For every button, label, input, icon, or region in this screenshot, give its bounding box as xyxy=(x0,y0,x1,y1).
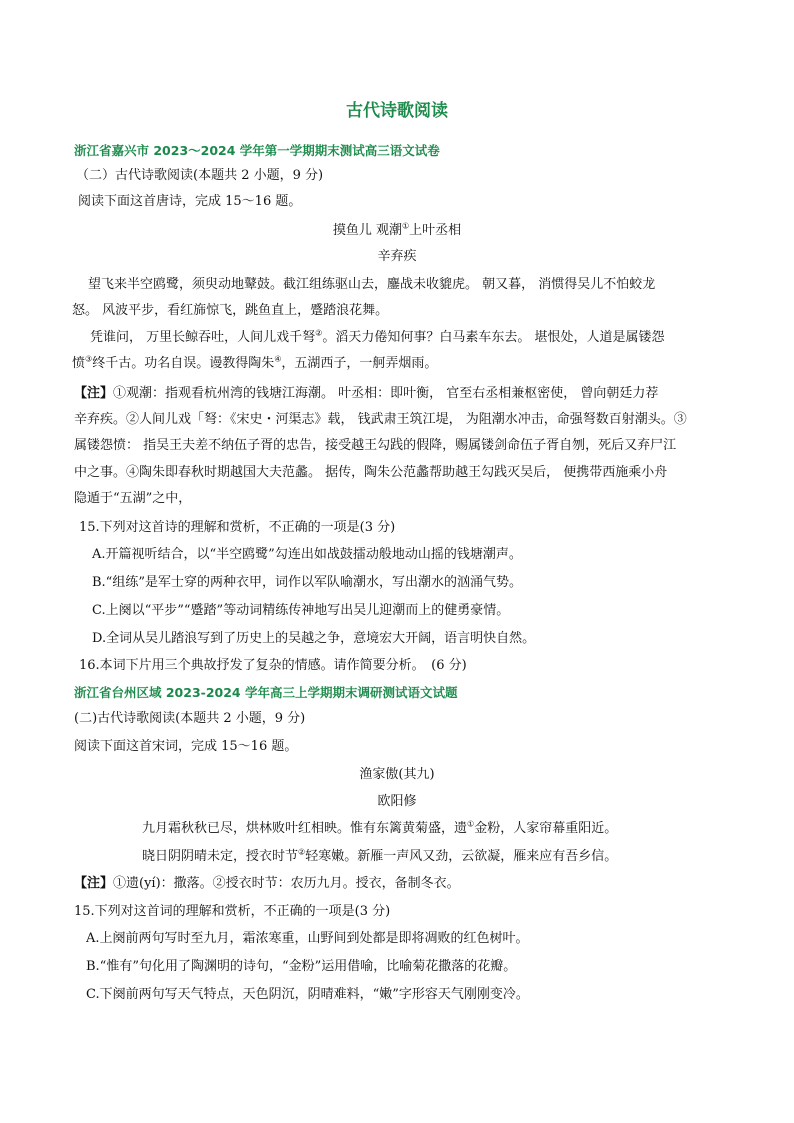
poem1-title: 摸鱼儿 观潮①上叶丞相 xyxy=(332,221,462,238)
s1-question-16: 16.本词下片用三个典故抒发了复杂的情感。请作简要分析。 (6 分) xyxy=(79,658,467,673)
section1-instruction: 阅读下面这首唐诗，完成 15～16 题。 xyxy=(78,194,302,209)
s1-q15-option-b: B.“组练”是军士穿的两种衣甲，词作以军队喻潮水，写出潮水的汹涌气势。 xyxy=(92,575,522,590)
s2-question-15: 15.下列对这首词的理解和赏析，不正确的一项是(3 分) xyxy=(74,904,391,919)
poem1-p2-line1: 凭谁问， 万里长鲸吞吐，人间儿戏千弩②。滔天力倦知何事？白马素车东去。 堪恨处，人道是属镂怨 xyxy=(90,328,665,345)
poem2-line2: 晓日阴阴晴未定，授衣时节②轻寒嫩。新雁一声风又劲，云欲凝，雁来应有吾乡信。 xyxy=(142,847,618,864)
poem2-author: 欧阳修 xyxy=(377,794,417,809)
s1-q15-option-a: A.开篇视听结合，以“半空鸥鹭”勾连出如战鼓擂动般地动山摇的钱塘潮声。 xyxy=(92,547,522,562)
poem1-note-line1: 【注】①观潮：指观看杭州湾的钱塘江海潮。 叶丞相：即叶衡， 官至右丞相兼枢密使， 曾向朝廷力荐 xyxy=(74,386,659,401)
poem1-note-line4: 中之事。④陶朱即春秋时期越国大夫范蠡。 据传，陶朱公范蠡帮助越王勾践灭吴后， 便携带西施乘小舟 xyxy=(74,465,668,480)
page-title: 古代诗歌阅读 xyxy=(346,101,448,121)
poem1-note-line2: 辛弃疾。②人间儿戏「弩：《宋史・河渠志》载， 钱武肃王筑江堤， 为阻潮水冲击，命强弩数百射潮头。③ xyxy=(74,412,687,427)
s1-question-15: 15.下列对这首诗的理解和赏析，不正确的一项是(3 分) xyxy=(79,520,396,535)
s2-q15-option-b: B.“惟有”句化用了陶渊明的诗句，“金粉”运用借喻，比喻菊花撒落的花瓣。 xyxy=(86,959,517,974)
poem1-note-line5: 隐遁于“五湖”之中， xyxy=(74,491,192,506)
poem1-author: 辛弃疾 xyxy=(377,249,417,264)
poem2-line1: 九月霜秋秋已尽，烘林败叶红相映。惟有东篱黄菊盛，遗①金粉，人家帘幕重阳近。 xyxy=(142,819,618,836)
s1-q15-option-c: C.上阕以“平步”“蹙踏”等动词精练传神地写出吴儿迎潮而上的健勇豪情。 xyxy=(92,603,510,618)
section1-source: 浙江省嘉兴市 2023～2024 学年第一学期期末测试高三语文试卷 xyxy=(74,143,440,158)
s2-q15-option-c: C.下阕前两句写天气特点，天色阴沉，阴晴难料，“嫩”字形容天气刚刚变冷。 xyxy=(86,987,529,1002)
poem1-p1-line2: 怒。 风波平步，看红旆惊飞，跳鱼直上，蹙踏浪花舞。 xyxy=(72,303,389,318)
s2-q15-option-a: A.上阕前两句写时至九月，霜浓寒重，山野间到处都是即将凋败的红色树叶。 xyxy=(86,931,529,946)
section2-instruction: 阅读下面这首宋词，完成 15～16 题。 xyxy=(74,739,298,754)
poem2-note: 【注】①遗(yí)：撒落。②授衣时节：农历九月。授衣，备制冬衣。 xyxy=(74,876,460,891)
poem2-title: 渔家傲(其九) xyxy=(359,767,435,782)
poem1-p2-line2: 愤③终千古。功名自误。谩教得陶朱④，五湖西子，一舸弄烟雨。 xyxy=(72,354,438,371)
section2-heading: (二)古代诗歌阅读(本题共 2 小题，9 分) xyxy=(74,711,306,726)
s1-q15-option-d: D.全词从吴儿踏浪写到了历史上的吴越之争，意境宏大开阔，语言明快自然。 xyxy=(92,631,536,646)
poem1-note-line3: 属镂怨愤： 指吴王夫差不纳伍子胥的忠告，接受越王勾践的假降，赐属镂剑命伍子胥自刎，死后又弃尸江 xyxy=(74,438,677,453)
section1-heading: （二）古代诗歌阅读(本题共 2 小题，9 分) xyxy=(76,168,324,183)
poem1-p1-line1: 望飞来半空鸥鹭，须臾动地鼙鼓。截江组练驱山去，鏖战未收貔虎。 朝又暮， 消惯得吴儿不怕蛟龙 xyxy=(88,277,656,292)
section2-source: 浙江省台州区域 2023-2024 学年高三上学期期末调研测试语文试题 xyxy=(74,685,458,700)
